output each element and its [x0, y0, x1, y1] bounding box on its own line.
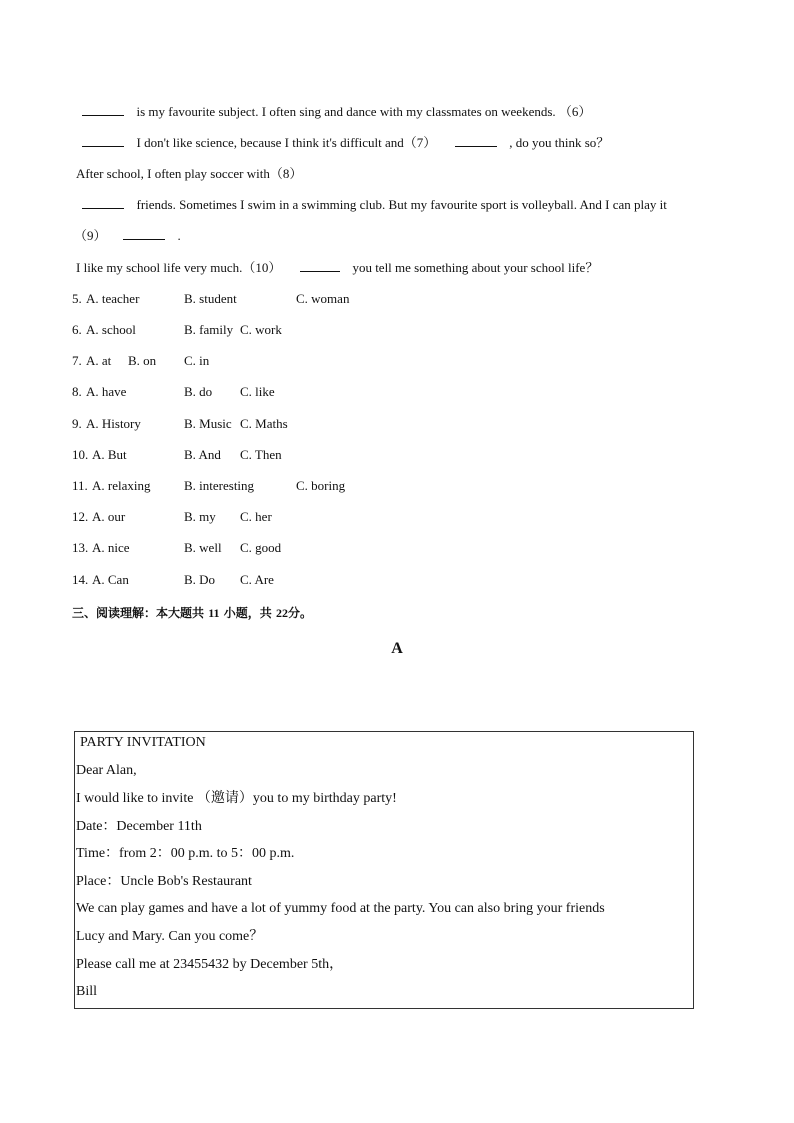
option-a[interactable]: A. relaxing: [92, 478, 151, 493]
passage-line-4: [82, 197, 667, 213]
option-b[interactable]: B. do: [184, 384, 213, 399]
invitation-signature: Bill: [76, 984, 98, 999]
invitation-time: Time：from 2：00 p.m. to 5：00 p.m.: [76, 846, 295, 861]
passage-text: , do you think so？: [509, 135, 610, 150]
option-c[interactable]: C. like: [240, 384, 275, 399]
option-a[interactable]: A. have: [86, 384, 127, 399]
answer-blank[interactable]: [82, 135, 124, 147]
invitation-place: Place：Uncle Bob's Restaurant: [76, 874, 252, 889]
question-number: 12.: [72, 509, 89, 524]
question-number: 6.: [72, 322, 82, 337]
passage-text: .: [177, 228, 181, 243]
passage-line-5: [74, 228, 181, 244]
option-c[interactable]: C. Are: [240, 572, 274, 587]
option-c[interactable]: C. work: [240, 322, 282, 337]
passage-text: is my favourite subject. I often sing and dance with my classmates on weekends.: [136, 104, 556, 119]
question-number: 8.: [72, 384, 82, 399]
passage-text: you tell me something about your school life？: [352, 260, 599, 275]
option-b[interactable]: B. well: [184, 540, 222, 555]
score-total: 22: [275, 606, 288, 620]
invitation-greeting: Dear Alan,: [76, 763, 137, 778]
option-a[interactable]: A. Can: [92, 572, 129, 587]
question-5: [72, 291, 140, 307]
option-c[interactable]: C. boring: [296, 478, 346, 493]
blank-number: （9）: [74, 228, 107, 243]
question-count: 11: [208, 606, 220, 620]
invitation-title: PARTY INVITATION: [80, 735, 206, 750]
option-c[interactable]: C. woman: [296, 291, 350, 306]
question-number: 5.: [72, 291, 82, 306]
invitation-body: Please call me at 23455432 by December 5th，: [76, 957, 344, 972]
answer-blank[interactable]: [455, 135, 497, 147]
question-number: 10.: [72, 447, 89, 462]
question-6: [72, 322, 136, 338]
question-11: [72, 478, 151, 494]
passage-text: friends. Sometimes I swim in a swimming club. But my favourite sport is volleyball. And I can play it: [136, 197, 667, 212]
question-12: [72, 509, 126, 525]
part-label: A: [391, 640, 403, 657]
option-b[interactable]: B. And: [184, 447, 221, 462]
option-a[interactable]: A. at: [86, 353, 112, 368]
option-a[interactable]: A. But: [92, 447, 127, 462]
option-b[interactable]: B. family: [184, 322, 234, 337]
passage-line-2: [82, 135, 609, 151]
invitation-line: I would like to invite （邀请）you to my birthday party!: [76, 791, 397, 806]
section-heading-suffix: 分。: [287, 606, 312, 620]
passage-text: I don't like science, because I think it's difficult and（7）: [136, 135, 437, 150]
option-a[interactable]: A. school: [86, 322, 136, 337]
option-b[interactable]: B. Music: [184, 416, 232, 431]
option-c[interactable]: C. in: [184, 353, 210, 368]
option-b[interactable]: B. interesting: [184, 478, 255, 493]
question-10: [72, 447, 127, 463]
blank-number: （6）: [558, 104, 592, 119]
question-9: [72, 416, 141, 432]
section-heading: [72, 604, 312, 621]
option-c[interactable]: C. her: [240, 509, 272, 524]
answer-blank[interactable]: [82, 197, 124, 209]
option-a[interactable]: A. our: [92, 509, 126, 524]
passage-text: I like my school life very much.（10）: [76, 260, 282, 275]
option-a[interactable]: A. History: [86, 416, 141, 431]
option-c[interactable]: C. Then: [240, 447, 282, 462]
option-b[interactable]: B. on: [128, 353, 157, 368]
question-7: [72, 353, 112, 369]
option-b[interactable]: B. my: [184, 509, 216, 524]
section-heading-prefix: 三、阅读理解：本大题共: [72, 606, 205, 620]
passage-text: After school, I often play soccer with（8）: [76, 166, 303, 181]
option-a[interactable]: A. teacher: [86, 291, 140, 306]
question-number: 11.: [72, 478, 88, 493]
answer-blank[interactable]: [82, 104, 124, 116]
question-number: 13.: [72, 540, 89, 555]
question-8: [72, 384, 127, 400]
invitation-box: [74, 731, 694, 1009]
passage-line-6: [76, 260, 598, 276]
invitation-body: We can play games and have a lot of yummy food at the party. You can also bring your friends: [76, 901, 605, 916]
passage-line-1: [82, 104, 591, 120]
answer-blank[interactable]: [123, 228, 165, 240]
question-14: [72, 572, 129, 588]
question-number: 14.: [72, 572, 89, 587]
option-b[interactable]: B. Do: [184, 572, 216, 587]
invitation-date: Date：December 11th: [76, 819, 202, 834]
option-c[interactable]: C. Maths: [240, 416, 288, 431]
option-a[interactable]: A. nice: [92, 540, 130, 555]
passage-line-3: [76, 166, 302, 182]
option-c[interactable]: C. good: [240, 540, 282, 555]
invitation-body: Lucy and Mary. Can you come？: [76, 929, 264, 944]
option-b[interactable]: B. student: [184, 291, 237, 306]
question-13: [72, 540, 130, 556]
question-number: 7.: [72, 353, 82, 368]
question-number: 9.: [72, 416, 82, 431]
section-heading-mid: 小题，共: [223, 606, 272, 620]
answer-blank[interactable]: [300, 260, 340, 272]
